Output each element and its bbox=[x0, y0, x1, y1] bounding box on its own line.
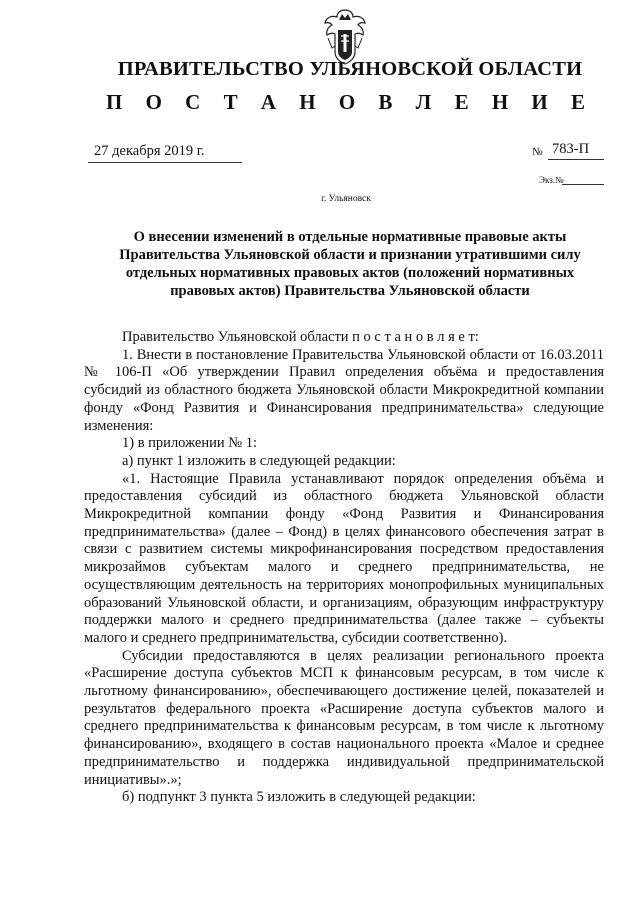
paragraph: Правительство Ульяновской области п о с т а н о в л я е т: bbox=[122, 329, 479, 345]
paragraph: 1) в приложении № 1: bbox=[122, 435, 257, 452]
document-number: 783-П bbox=[552, 141, 590, 157]
paragraph: а) пункт 1 изложить в следующей редакции: bbox=[122, 452, 396, 469]
document-type: П О С Т А Н О В Л Е Н И Е bbox=[105, 90, 594, 114]
paragraph: 1. Внести в постановление Правительства Ульяновской области от 16.03.2011 № 106-П «Об утверждении Правил определения объёма и предоставления субсидий из областного бюджета Ульяновской области Микрокредитной компании фонду «Фонд Развития и Финансирования предпринимательства» следующие изменения: bbox=[84, 346, 604, 434]
number-underline bbox=[548, 159, 604, 160]
paragraph: Субсидии предоставляются в целях реализации регионального проекта «Расширение доступа субъектов МСП к финансовым ресурсам, в том числе к льготному финансированию», обеспечивающего достижение целей, показателей и результатов федерального проекта «Расширение доступа субъектов малого и среднего предпринимательства к финансовым ресурсам, в том числе к льготному финансированию», входящего в состав национального проекта «Малое и среднее предпринимательство и поддержка индивидуальной предпринимательской инициативы».»; bbox=[84, 647, 604, 788]
city: г. Ульяновск bbox=[321, 194, 371, 204]
paragraph: б) подпункт 3 пункта 5 изложить в следующей редакции: bbox=[122, 789, 476, 806]
government-name: ПРАВИТЕЛЬСТВО УЛЬЯНОВСКОЙ ОБЛАСТИ bbox=[117, 58, 583, 80]
copy-number-label: Экз.№ bbox=[539, 175, 564, 185]
document-body bbox=[84, 329, 604, 807]
document-date: 27 декабря 2019 г. bbox=[94, 143, 205, 159]
paragraph: «1. Настоящие Правила устанавливают порядок определения объёма и предоставления субсидий из областного бюджета Ульяновской области Микрокредитной компании фонду «Фонд Развития и Финансирования предпринимательства» (далее – Фонд) в целях финансового обеспечения затрат в связи с развитием системы микрофинансирования посредством предоставления микрозаймов субъектам малого и среднего предпринимательства, не осуществляющим деятельность на территориях монопрофильных муниципальных образований Ульяновской области, и организациям, образующим инфраструктуру поддержки малого и среднего предпринимательства (далее также – субъекты малого и среднего предпринимательства, субсидии соответственно). bbox=[84, 470, 604, 646]
number-sign: № bbox=[532, 146, 543, 158]
copy-number-underline bbox=[562, 184, 604, 185]
document-title: О внесении изменений в отдельные нормативные правовые акты Правительства Ульяновской области и признании утратившими силу отдельных нормативных правовых актов (положений нормативных правовых актов) Правительства Ульяновской области bbox=[119, 229, 581, 299]
date-underline bbox=[88, 162, 242, 163]
